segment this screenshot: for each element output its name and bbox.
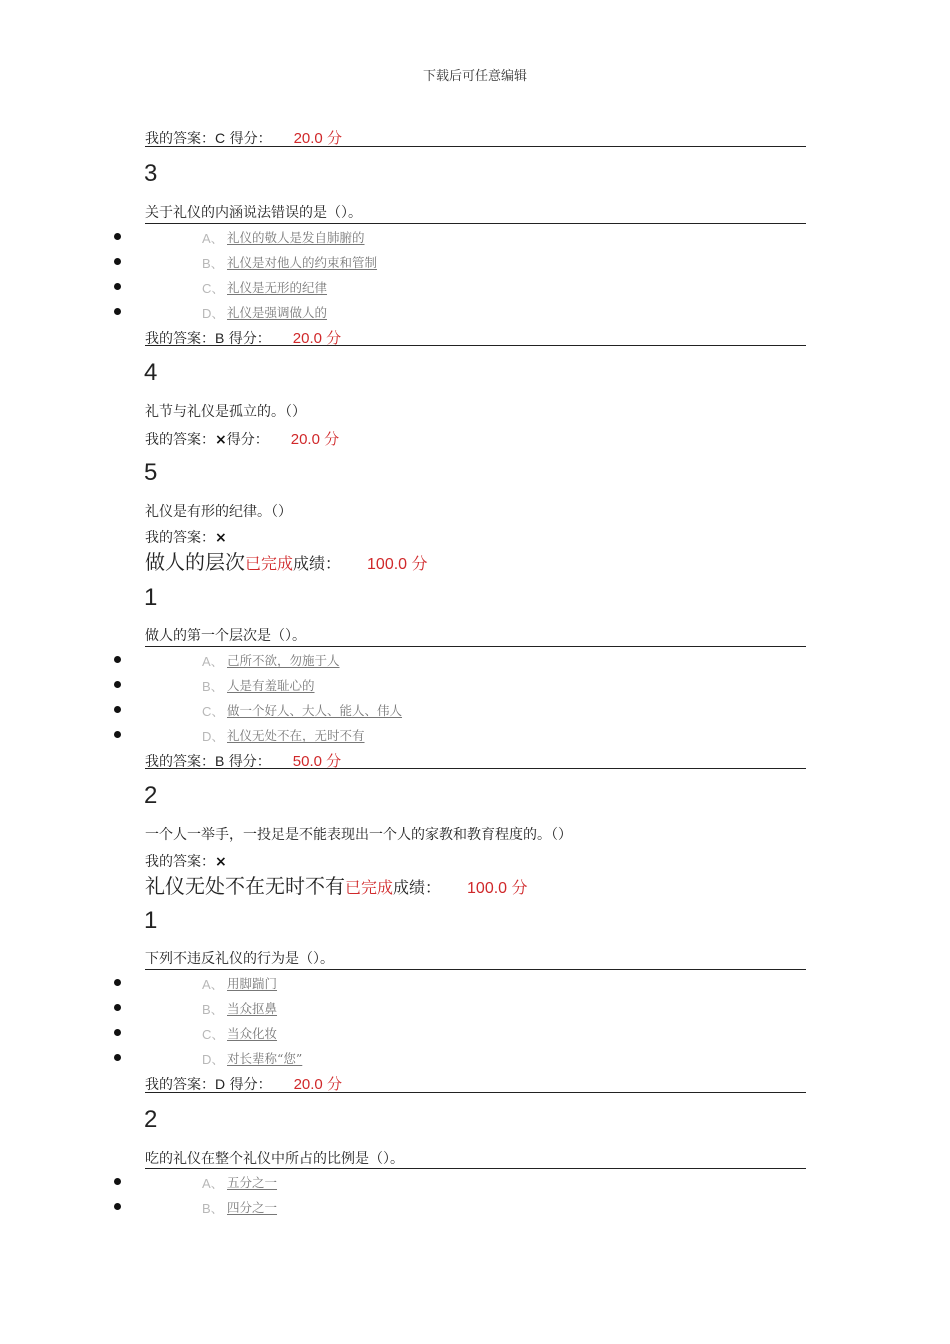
- bullet-icon: [114, 1004, 121, 1011]
- divider: [145, 223, 806, 224]
- question-text: 一个人一举手，一投足是不能表现出一个人的家教和教育程度的。（）: [145, 827, 572, 843]
- divider: [145, 969, 806, 970]
- score-value: 20.0 分: [292, 330, 342, 347]
- option-letter: C、: [202, 1027, 225, 1042]
- option-d[interactable]: 礼仪是强调做人的: [227, 305, 328, 320]
- completed-badge: 已完成: [245, 554, 294, 573]
- bullet-icon: [114, 1203, 121, 1210]
- divider: [145, 1092, 806, 1093]
- answer-value: B: [215, 753, 225, 769]
- option-letter: A、: [202, 1176, 224, 1191]
- bullet-icon: [114, 258, 121, 265]
- bullet-icon: [114, 731, 121, 738]
- section-score: 100.0 分: [367, 556, 428, 573]
- divider: [145, 345, 806, 346]
- bullet-icon: [114, 706, 121, 713]
- option-a[interactable]: 己所不欲，勿施于人: [227, 653, 340, 668]
- cross-icon: ×: [215, 854, 227, 870]
- option-letter: B、: [202, 1201, 224, 1216]
- answer-value: B: [215, 330, 225, 346]
- option-a[interactable]: 五分之一: [227, 1175, 278, 1190]
- header-note: 下载后可任意编辑: [422, 69, 527, 84]
- option-c[interactable]: 当众化妆: [227, 1026, 278, 1041]
- bullet-icon: [114, 1054, 121, 1061]
- answer-line: 我的答案：D 得分： 20.0 分: [145, 1076, 342, 1093]
- option-letter: D、: [202, 729, 225, 744]
- question-text: 下列不违反礼仪的行为是（）。: [145, 951, 334, 967]
- divider: [145, 646, 806, 647]
- cross-icon: ×: [215, 530, 227, 546]
- score-value: 20.0 分: [293, 130, 342, 147]
- option-b[interactable]: 人是有羞耻心的: [227, 678, 315, 693]
- bullet-icon: [114, 1178, 121, 1185]
- question-number: 2: [144, 782, 158, 809]
- bullet-icon: [114, 308, 121, 315]
- question-number: 2: [144, 1106, 158, 1133]
- question-text: 礼节与礼仪是孤立的。（）: [145, 404, 306, 420]
- bullet-icon: [114, 233, 121, 240]
- question-number: 1: [144, 584, 158, 611]
- section-score: 100.0 分: [467, 880, 528, 897]
- score-value: 20.0 分: [293, 1076, 342, 1093]
- option-a[interactable]: 用脚踹门: [227, 976, 278, 991]
- question-text: 礼仪是有形的纪律。（）: [145, 504, 292, 520]
- option-letter: D、: [202, 1052, 225, 1067]
- option-a[interactable]: 礼仪的敬人是发自肺腑的: [227, 230, 365, 245]
- bullet-icon: [114, 656, 121, 663]
- option-letter: C、: [202, 281, 225, 296]
- option-letter: D、: [202, 306, 225, 321]
- bullet-icon: [114, 681, 121, 688]
- answer-line: 我的答案：×得分： 20.0 分: [145, 431, 340, 448]
- option-b[interactable]: 当众抠鼻: [227, 1001, 278, 1016]
- completed-badge: 已完成: [345, 878, 394, 897]
- answer-line: 我的答案：×: [145, 854, 227, 870]
- answer-line: 我的答案：C 得分： 20.0 分: [145, 130, 342, 147]
- option-c[interactable]: 做一个好人、大人、能人、伟人: [227, 703, 403, 718]
- answer-value: D: [215, 1076, 226, 1092]
- bullet-icon: [114, 1029, 121, 1036]
- cross-icon: ×: [215, 432, 227, 448]
- option-letter: B、: [202, 679, 224, 694]
- bullet-icon: [114, 283, 121, 290]
- answer-line: 我的答案：B 得分： 50.0 分: [145, 753, 342, 770]
- question-text: 做人的第一个层次是（）。: [145, 628, 306, 644]
- divider: [145, 146, 806, 147]
- option-b[interactable]: 四分之一: [227, 1200, 278, 1215]
- option-letter: C、: [202, 704, 225, 719]
- question-number: 4: [144, 359, 158, 386]
- option-d[interactable]: 对长辈称“您”: [227, 1051, 303, 1066]
- bullet-icon: [114, 979, 121, 986]
- question-text: 关于礼仪的内涵说法错误的是（）。: [145, 205, 362, 221]
- section-title: 做人的层次已完成成绩： 100.0 分: [145, 550, 428, 574]
- option-letter: B、: [202, 256, 224, 271]
- question-number: 5: [144, 459, 158, 486]
- answer-line: 我的答案：B 得分： 20.0 分: [145, 330, 342, 347]
- option-b[interactable]: 礼仪是对他人的约束和管制: [227, 255, 378, 270]
- divider: [145, 768, 806, 769]
- option-d[interactable]: 礼仪无处不在，无时不有: [227, 728, 365, 743]
- score-value: 20.0 分: [290, 431, 340, 448]
- question-text: 吃的礼仪在整个礼仪中所占的比例是（）。: [145, 1151, 404, 1167]
- option-letter: B、: [202, 1002, 224, 1017]
- section-title: 礼仪无处不在无时不有已完成成绩： 100.0 分: [145, 874, 528, 898]
- answer-line: 我的答案：×: [145, 530, 227, 546]
- answer-value: C: [215, 130, 226, 146]
- score-value: 50.0 分: [292, 753, 342, 770]
- option-letter: A、: [202, 231, 224, 246]
- divider: [145, 1168, 806, 1169]
- question-number: 3: [144, 160, 158, 187]
- question-number: 1: [144, 907, 158, 934]
- option-letter: A、: [202, 977, 224, 992]
- option-c[interactable]: 礼仪是无形的纪律: [227, 280, 328, 295]
- option-letter: A、: [202, 654, 224, 669]
